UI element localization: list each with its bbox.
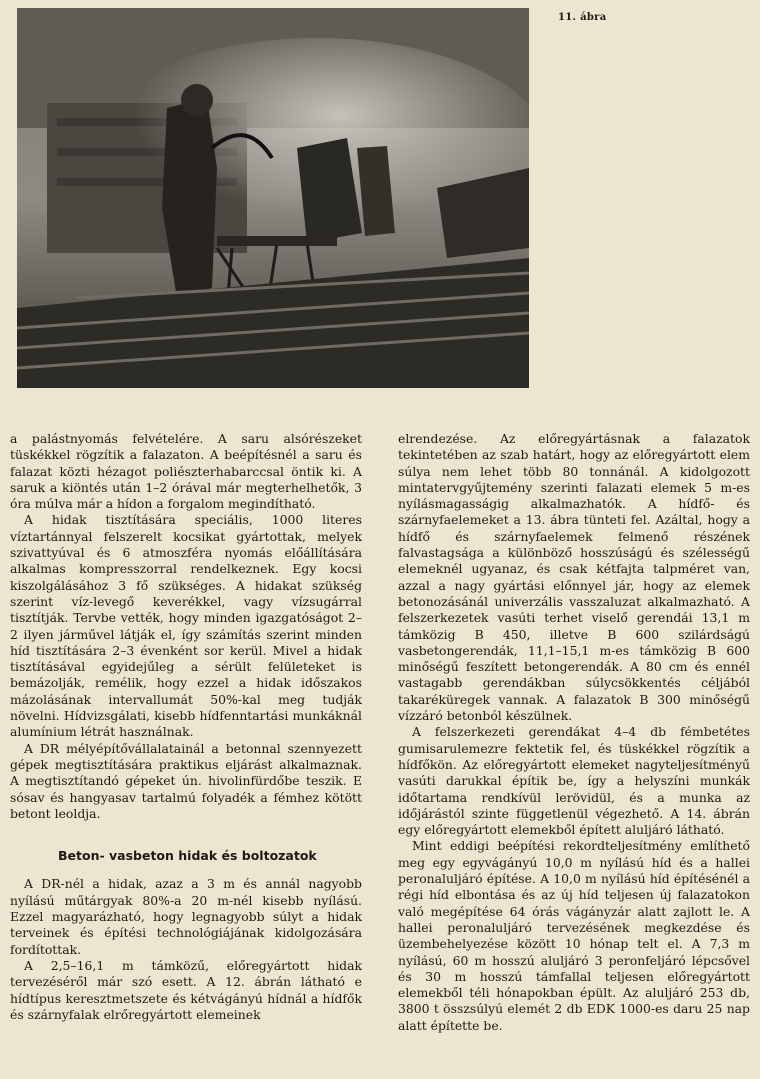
figure-photo	[17, 8, 529, 388]
right-column	[398, 431, 750, 1034]
paragraph: A DR-nél a hidak, azaz a 3 m és annál nagyobb nyílású műtárgyak 80%-a 20 m-nél kisebb nyílású. Ezzel magyarázható, hogy legnagyobb súlyt a hidak terveinek és építési technológiájának kidolgozására fordítottak.	[10, 876, 362, 957]
paragraph: A hidak tisztítására speciális, 1000 literes víztartánnyal felszerelt kocsikat gyártottak, melyek szivattyúval és 6 atmoszféra nyomás előállítására alkalmas kompresszorral rendelkeznek. Egy kocsi kiszolgálásához 3 fő szükséges. A hidakat szükség szerint víz-levegő keverékkel, vagy vízsugárral tisztítják. Tervbe vették, hogy minden igazgatóságot 2–2 ilyen járművel látják el, így számítás szerint minden híd tisztítására 2–3 évenként sor kerül. Mivel a hidak tisztításával egyidejűleg a sérült felületeket is bemázolják, remélik, hogy ezzel a hidak időszakos mázolásának intervallumát 50%-kal meg tudják növelni. Hídvizsgálati, kisebb hídfenntartási munkáknál alumínium létrát használnak.	[10, 512, 362, 740]
paragraph: elrendezése. Az előregyártásnak a falazatok tekintetében az szab határt, hogy az előregyártott elem súlya nem lehet több 80 tonnánál. A kidolgozott mintatervgyűjtemény szerinti falazati elemek 5 m-es nyílásmagasságig alkalmazhatók. A hídfő- és szárnyfaelemeket a 13. ábra tünteti fel. Azáltal, hogy a hídfő és szárnyfaelemek felmenő részének falvastagsága a különböző hosszúságú és szélességű elemeknél ugyanaz, és csak kétfajta talpméret van, azzal a nagy gyártási előnnyel jár, hogy az elemek betonozásánál univerzális vasszaluzat alkalmazható. A felszerkezetek vasúti terhet viselő gerendái 13,1 m támközig B 450, illetve B 600 szilárdságú vasbetongerendák, 11,1–15,1 m-es támközig B 600 minőségű feszített betongerendák. A 80 cm és ennél vastagabb gerendákban súlycsökkentés céljából takaréküregek vannak. A falazatok B 300 minőségű vízzáró betonból készülnek.	[398, 431, 750, 724]
figure-label: 11. ábra	[558, 12, 607, 23]
paragraph: A 2,5–16,1 m támközű, előregyártott hidak tervezéséről már szó esett. A 12. ábrán látható e hídtípus keresztmetszete és kétvágányú hídnál a hídfők és szárnyfalak elrőregyártott elemeinek	[10, 957, 362, 1022]
left-column	[10, 431, 362, 1023]
paragraph: Mint eddigi beépítési rekordteljesítmény említhető meg egy egyvágányú 10,0 m nyílású híd és a hallei peronaluljáró építése. A 10,0 m nyílású híd építésénél a régi híd elbontása és az új híd teljesen új falazatokon való megépítése 64 órás vágányzár alatt zajlott le. A hallei peronaluljáró tervezésének megkezdése és üzembehelyezése között 10 hónap telt el. A 7,3 m nyílású, 60 m hosszú aluljáró 3 peronfeljáró lépcsővel és 30 m hosszú támfallal teljesen előregyártott elemekből téli hónapokban épült. Az aluljáró 253 db, 3800 t összsúlyú elemét 2 db EDK 1000-es daru 25 nap alatt építette be.	[398, 838, 750, 1033]
paragraph: a palástnyomás felvételére. A saru alsórészeket tüskékkel rögzítik a falazaton. A beépítésnél a saru és falazat közti hézagot poliészterhabarccsal öntik ki. A saruk a kiöntés után 1–2 órával már megterhelhetők, 3 óra múlva már a hídon a forgalom megindítható.	[10, 431, 362, 512]
paragraph: A DR mélyépítővállalatainál a betonnal szennyezett gépek megtisztítására praktikus eljárást alkalmaznak. A megtisztítandó gépeket ún. hivolinfürdőbe teszik. E sósav és hangyasav tartalmú folyadék a fémhez kötött betont leoldja.	[10, 740, 362, 821]
paragraph: A felszerkezeti gerendákat 4–4 db fémbetétes gumisarulemezre fektetik fel, és tüskékkel rögzítik a hídfőkön. Az előregyártott elemeket nagyteljesítményű vasúti darukkal építik be, így a helyszíni munkák időtartama rendkívül lerövidül, és a munka az időjárástól szinte függetlenül végezhető. A 14. ábrán egy előregyártott elemekből épített aluljáró látható.	[398, 724, 750, 838]
section-heading: Beton- vasbeton hidak és boltozatok	[58, 848, 317, 864]
worker-spraying-photo-image	[17, 8, 529, 388]
